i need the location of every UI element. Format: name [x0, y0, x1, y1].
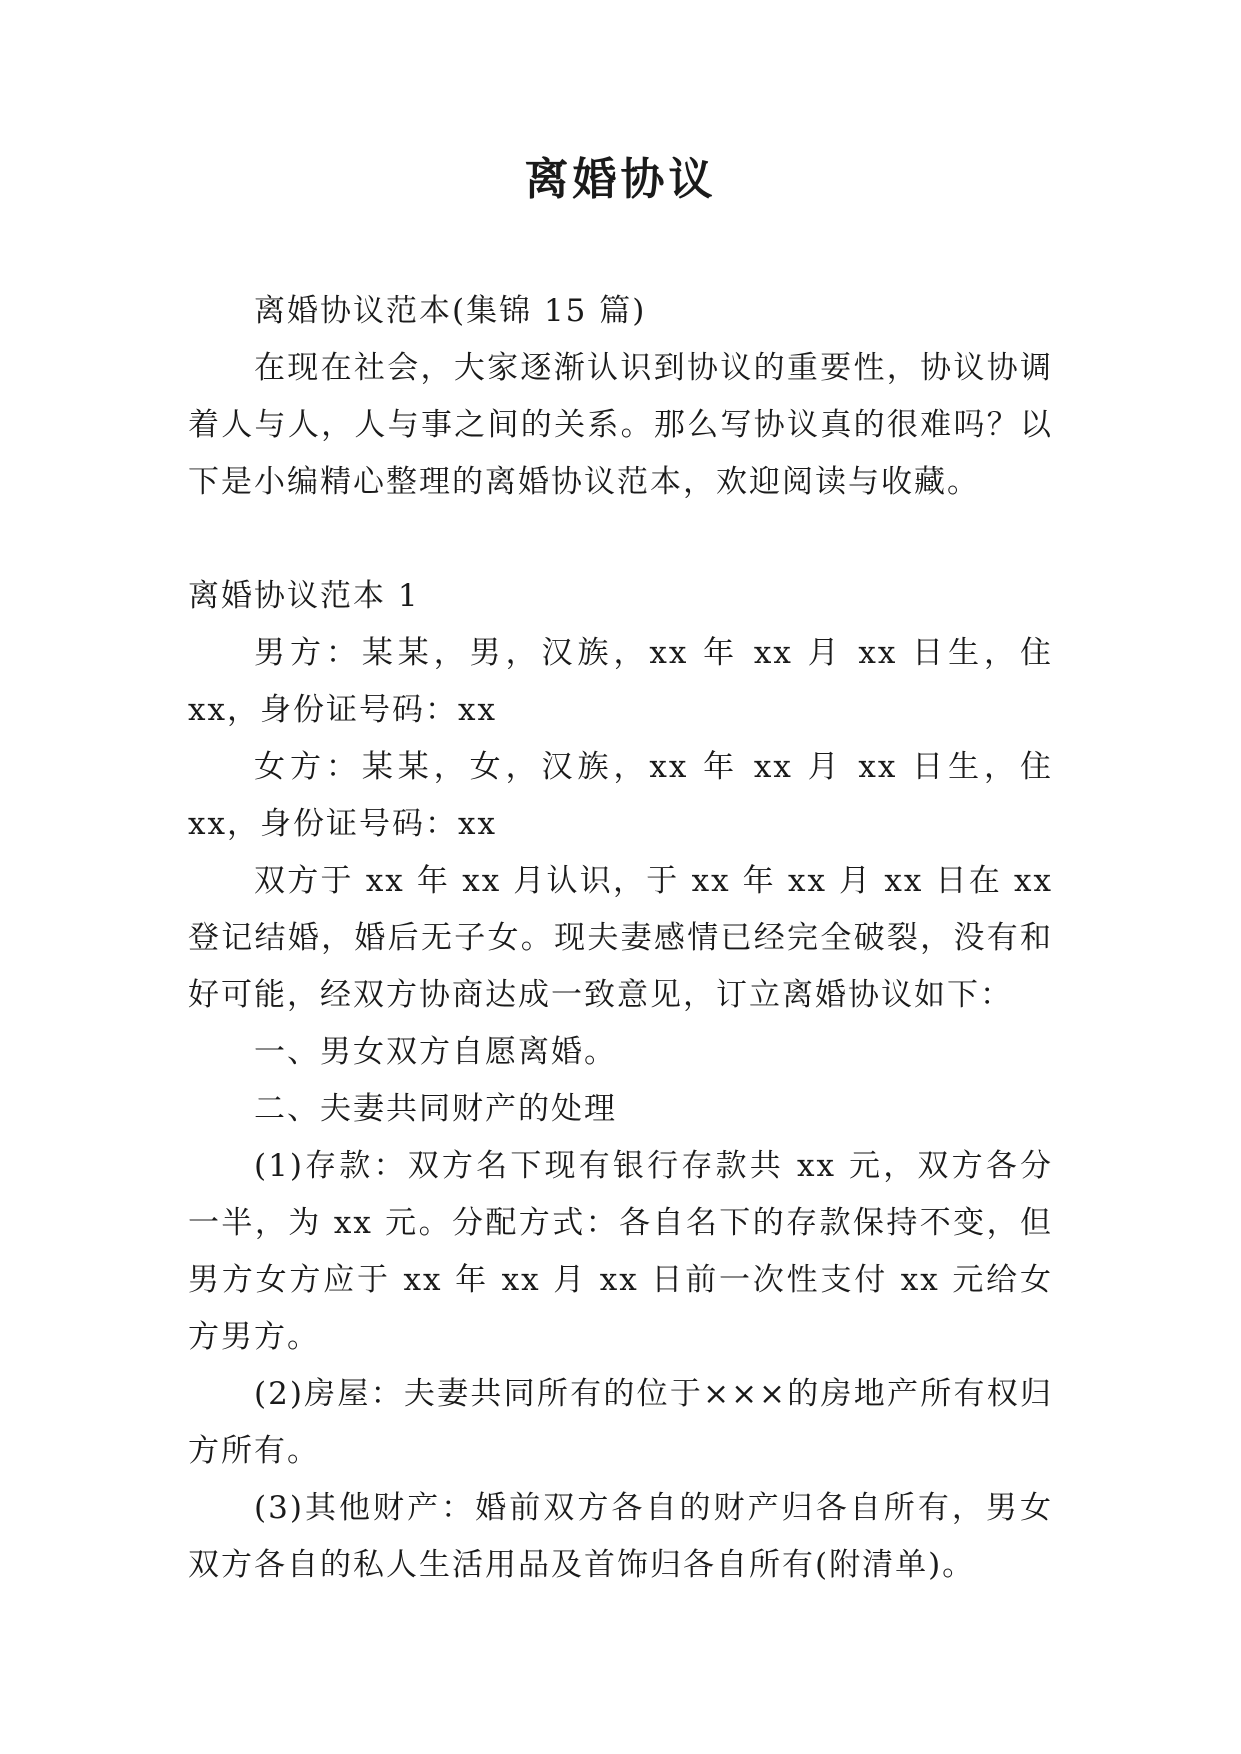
intro-paragraph: 在现在社会，大家逐渐认识到协议的重要性，协议协调着人与人，人与事之间的关系。那么写协议真的很难吗？以下是小编精心整理的离婚协议范本，欢迎阅读与收藏。	[188, 350, 1053, 500]
clause-2: 二、夫妻共同财产的处理	[254, 1091, 617, 1127]
clause-2-savings: (1)存款：双方名下现有银行存款共 xx 元，双方各分一半，为 xx 元。分配方式：各自名下的存款保持不变，但男方女方应于 xx 年 xx 月 xx 日前一次性支付 xx 元给女方男方。	[188, 1148, 1053, 1355]
paragraph-background: 双方于 xx 年 xx 月认识，于 xx 年 xx 月 xx 日在 xx 登记结婚，婚后无子女。现夫妻感情已经完全破裂，没有和好可能，经双方协商达成一致意见，订立离婚协议如下：	[188, 863, 1053, 1013]
clause-1: 一、男女双方自愿离婚。	[254, 1034, 617, 1070]
clause-2-house: (2)房屋：夫妻共同所有的位于×××的房地产所有权归方所有。	[188, 1376, 1053, 1469]
subtitle: 离婚协议范本(集锦 15 篇)	[254, 293, 647, 329]
paragraph-female-party: 女方：某某，女，汉族，xx 年 xx 月 xx 日生，住 xx，身份证号码：xx	[188, 749, 1053, 842]
document-title: 离婚协议	[524, 154, 717, 205]
section-heading: 离婚协议范本 1	[188, 578, 420, 614]
section-spacer	[188, 511, 1053, 568]
paragraph-male-party: 男方：某某，男，汉族，xx 年 xx 月 xx 日生，住 xx，身份证号码：xx	[188, 635, 1053, 728]
clause-2-other-property: (3)其他财产：婚前双方各自的财产归各自所有，男女双方各自的私人生活用品及首饰归各自所有(附清单)。	[188, 1490, 1053, 1583]
document-body	[188, 283, 1053, 1594]
